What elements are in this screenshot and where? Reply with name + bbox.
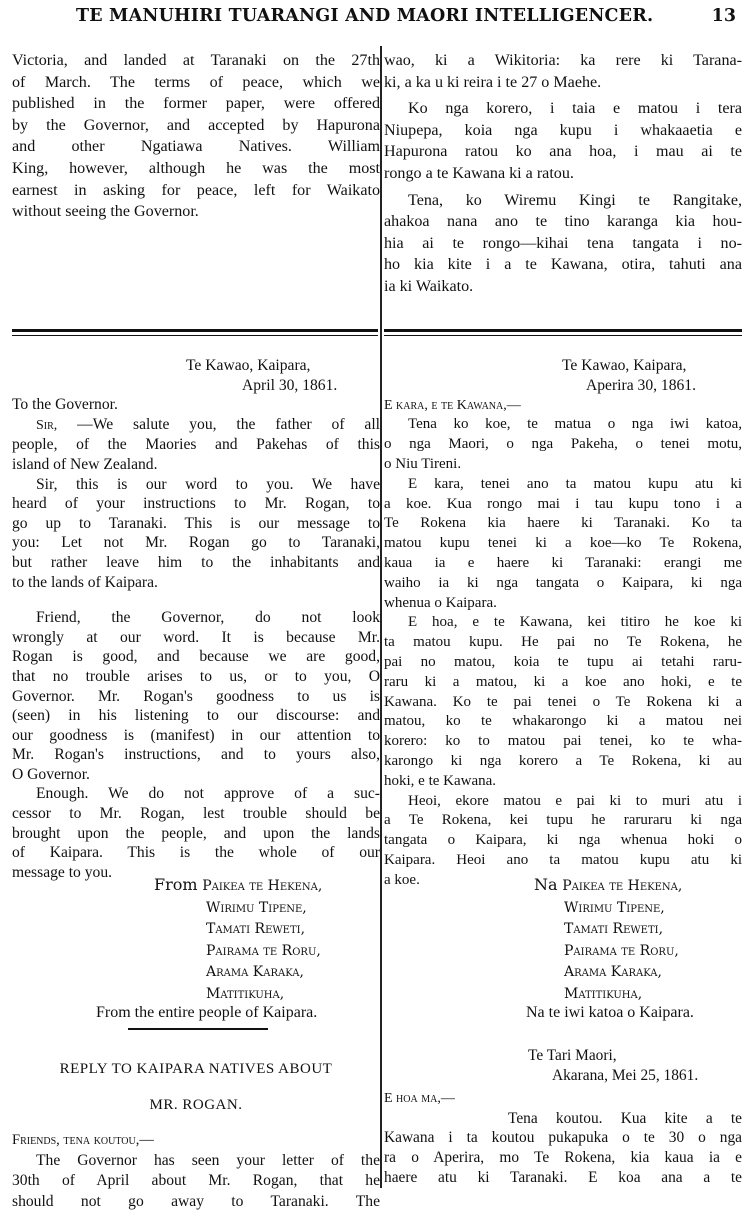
- letter-date: April 30, 1861.: [242, 376, 338, 394]
- text-line: a Te Rokena, kei tupu he raruraru ki nga: [384, 812, 742, 829]
- text-line: pai no matou, koia te tupu ai tetahi raru-: [384, 653, 742, 670]
- text-line: ia ki Waikato.: [384, 277, 474, 295]
- signatory: Arama Karaka,: [206, 964, 304, 980]
- text-line: waiho ia ki nga tangata o Kaipara, ki nga: [384, 574, 742, 591]
- signatory: Wirimu Tipene,: [206, 899, 307, 916]
- text-line: wrongly at our word. It is because Mr.: [12, 628, 380, 646]
- text-line: ra o Aperira, mo Te Rokena, kia kaua ia e: [384, 1148, 742, 1166]
- text-line: you: Let not Mr. Rogan go to Taranaki,: [12, 534, 380, 552]
- text-line: Victoria, and landed at Taranaki on the 27th: [12, 52, 380, 69]
- text-line: message to you.: [12, 863, 113, 881]
- reply-place: Te Tari Maori,: [528, 1047, 617, 1064]
- text-line: Friend, the Governor, do not look: [36, 609, 380, 627]
- text-line: hia ai te rongo—kihai tena tangata i no-: [384, 234, 742, 252]
- text-line: but rather leave him to the inhabitants and: [12, 553, 380, 571]
- text-line: Enough. We do not approve of a suc-: [36, 785, 380, 803]
- page-number: 13: [711, 6, 736, 26]
- text-line: Kaipara. Heoi ano ta matou kupu atu ki: [384, 851, 742, 868]
- text-line: karongo ki nga korero a Te Rokena, ki au: [384, 752, 742, 769]
- text-line: The Governor has seen your letter of the: [36, 1151, 380, 1169]
- salutation: Friends, tena koutou,—: [12, 1132, 154, 1149]
- signatory: Paikea te Hekena,: [562, 878, 683, 894]
- reply-date: Akarana, Mei 25, 1861.: [552, 1066, 699, 1084]
- text-line: Ko nga korero, i taia e matou i tera: [408, 100, 742, 118]
- intro-maori: [384, 50, 742, 298]
- text-line: of Kaipara. This is the whole of our: [12, 844, 380, 862]
- letter-date: Aperira 30, 1861.: [586, 376, 696, 394]
- signatory: Matitikuha,: [206, 985, 285, 1002]
- text-line: King, however, although he was the most: [12, 159, 380, 177]
- text-line: by the Governor, and accepted by Hapurona: [12, 116, 380, 134]
- text-line: whenua o Kaipara.: [384, 594, 497, 611]
- text-line: without seeing the Governor.: [12, 203, 199, 221]
- newspaper-title: TE MANUHIRI TUARANGI AND MAORI INTELLIGENCER.: [76, 6, 654, 26]
- text-line: people, of the Maories and Pakehas of this: [12, 436, 380, 454]
- text-line: to the lands of Kaipara.: [12, 573, 158, 591]
- closing-maori: Na te iwi katoa o Kaipara.: [526, 1004, 694, 1021]
- signatory: Pairama te Roru,: [564, 942, 679, 959]
- signatory: Tamati Reweti,: [564, 921, 664, 937]
- text-line: earnest in asking for peace, left for Waikato: [12, 181, 380, 199]
- reply-english: [12, 1044, 380, 1213]
- text-line: kaua ia e haere ki Taranaki: erangi me: [384, 554, 742, 571]
- from-label: Na: [534, 875, 558, 894]
- text-line: 30th of April about Mr. Rogan, that he: [12, 1172, 380, 1190]
- text-line: Te Rokena kia haere ki Taranaki. Ko ta: [384, 515, 742, 532]
- text-line: ho kia kite i a te Kawana, otira, tahuti ana: [384, 256, 742, 274]
- text-line: Tena ko koe, te matua o nga iwi katoa,: [408, 416, 742, 433]
- intro-english: [12, 50, 380, 223]
- text-line: wao, ki a Wikitoria: ka rere ki Tarana-: [384, 52, 742, 69]
- text-line: korero: ko to matou pai tenei, ko te wha-: [384, 733, 742, 750]
- text-line: Governor. Mr. Rogan's goodness to us is: [12, 687, 380, 705]
- text-line: E hoa, e te Kawana, kei titiro he koe ki: [408, 614, 742, 631]
- text-line: Tena koutou. Kua kite a te: [508, 1109, 742, 1127]
- section-rule: [12, 335, 378, 336]
- signatures-maori: [534, 874, 682, 1005]
- text-line: ahakoa nana ano te tino karanga kia hou-: [384, 213, 742, 231]
- signatory: Paikea te Hekena,: [202, 878, 323, 894]
- text-line: cessor to Mr. Rogan, lest trouble should be: [12, 805, 380, 823]
- salutation: Sir,: [36, 417, 58, 433]
- text-line: a koe. Kua rongo mai i tau kupu tono i a: [384, 495, 742, 512]
- section-rule: [384, 329, 742, 332]
- text-line: and other Ngatiawa Natives. William: [12, 138, 380, 156]
- text-line: island of New Zealand.: [12, 455, 158, 473]
- signatory: Wirimu Tipene,: [564, 899, 665, 916]
- text-line: our goodness is (manifest) in our attention to: [12, 726, 380, 744]
- reply-heading: MR. ROGAN.: [149, 1096, 243, 1113]
- text-line: ki, a ka u ki reira i te 27 o Maehe.: [384, 73, 602, 91]
- text-line: haere atu ki Taranaki. E koa ana a te: [384, 1168, 742, 1186]
- text-line: Kawana i ta koutou pukapuka o te 30 o nga: [384, 1129, 742, 1147]
- text-line: of March. The terms of peace, which we: [12, 73, 380, 91]
- text-line: tangata o Kaipara, ki nga whenua hoki o: [384, 832, 742, 849]
- text-line: o nga Maori, o nga Pakeha, o tenei motu,: [384, 436, 742, 453]
- text-line: published in the former paper, were offered: [12, 95, 380, 113]
- text-line: matou kupu tenei ki a koe—ko Te Rokena,: [384, 535, 742, 552]
- text-line: Sir, —We salute you, the father of all: [36, 415, 380, 433]
- text-line: Rogan is good, and because we are good,: [12, 648, 380, 666]
- text-line: O Governor.: [12, 765, 90, 783]
- signatory: Matitikuha,: [564, 985, 643, 1002]
- signatory: Arama Karaka,: [564, 964, 662, 980]
- text-line: Hapurona ratou ko ana hoa, i mau ai te: [384, 143, 742, 161]
- reply-heading: REPLY TO KAIPARA NATIVES ABOUT: [59, 1061, 333, 1077]
- letter-place: Te Kawao, Kaipara,: [186, 357, 311, 374]
- text-line: Niupepa, koia nga kupu i whakaaetia e: [384, 121, 742, 139]
- section-rule: [12, 329, 378, 332]
- reply-maori: [384, 1046, 742, 1187]
- letter-addressee: To the Governor.: [12, 396, 118, 414]
- text-line: heard of your instructions to Mr. Rogan, to: [12, 495, 380, 513]
- signatures-english: [154, 874, 322, 1005]
- text-line: (seen) in his listening to our discourse: and: [12, 707, 380, 725]
- page-header: [14, 6, 740, 32]
- text-line: raru ki a matou, ki a koe ano hoki, e te: [384, 673, 742, 690]
- text-line: should not go away to Taranaki. The: [12, 1192, 380, 1210]
- closing-english: From the entire people of Kaipara.: [96, 1004, 318, 1021]
- text-line: E kara, tenei ano ta matou kupu atu ki: [408, 475, 742, 492]
- section-rule: [128, 1028, 268, 1030]
- salutation: E hoa ma,—: [384, 1091, 455, 1107]
- text-line: Sir, this is our word to you. We have: [36, 475, 380, 493]
- text-line: Heoi, ekore matou e pai ki to muri atu i: [408, 792, 742, 809]
- text-line: Tena, ko Wiremu Kingi te Rangitake,: [408, 191, 742, 209]
- text-line: o Niu Tireni.: [384, 455, 462, 472]
- text-line: brought upon the people, and upon the lands: [12, 824, 380, 842]
- text-line: Mr. Rogan's instructions, and to yours also,: [12, 746, 380, 764]
- signatory: Tamati Reweti,: [206, 921, 306, 937]
- from-label: From: [154, 875, 198, 894]
- text-line: ta matou kupu. He pai no Te Rokena, he: [384, 634, 742, 651]
- text-line: rongo a te Kawana ki a ratou.: [384, 164, 574, 182]
- section-rule: [384, 335, 742, 336]
- text-line: a koe.: [384, 871, 420, 888]
- text-line: Kawana. Ko te pai tenei o Te Rokena ki a: [384, 693, 742, 710]
- text-line: hoki, e te Kawana.: [384, 772, 497, 789]
- salutation: E kara, e te Kawana,—: [384, 397, 521, 413]
- text-line: go up to Taranaki. This is our message to: [12, 514, 380, 532]
- letter-english: [12, 356, 380, 882]
- text-line: that no trouble arises to us, or to you, O: [12, 667, 380, 685]
- letter-place: Te Kawao, Kaipara,: [562, 357, 687, 374]
- letter-maori: [384, 356, 742, 891]
- text-line: matou, ko te whakarongo ki a matou nei: [384, 713, 742, 730]
- signatory: Pairama te Roru,: [206, 942, 321, 959]
